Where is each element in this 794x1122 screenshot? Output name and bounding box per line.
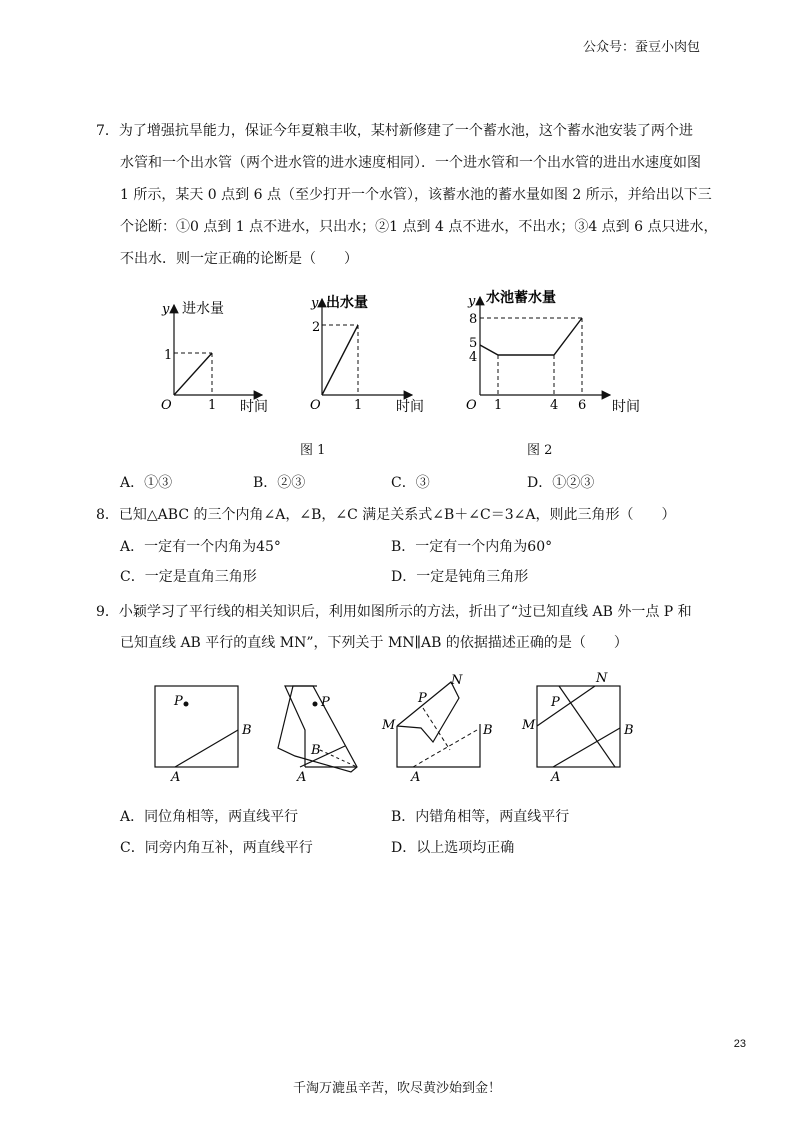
graph2-y-tick: 2 bbox=[312, 320, 321, 335]
fig3-square bbox=[397, 724, 480, 767]
fig2-label-p: P bbox=[321, 695, 330, 710]
fig3-label-n: N bbox=[451, 673, 463, 688]
q7-option-a: A．①③ bbox=[120, 475, 173, 491]
graph3-y-tick-4: 4 bbox=[469, 350, 478, 365]
q7-line-5: 不出水．则一定正确的论断是（ ） bbox=[120, 251, 358, 267]
graph2-line bbox=[322, 325, 358, 395]
graph-outflow bbox=[310, 294, 424, 415]
fig1-label-p: P bbox=[174, 694, 183, 709]
fig4-label-n: N bbox=[596, 671, 608, 686]
fig2-label-b: B bbox=[311, 743, 321, 758]
graph1-line bbox=[174, 353, 212, 395]
q7-option-b: B．②③ bbox=[253, 475, 306, 491]
fig3-line-ab bbox=[413, 730, 477, 767]
q8-option-a: A．一定有一个内角为45° bbox=[120, 539, 281, 555]
fig4-crease bbox=[559, 686, 615, 767]
graph1-y-tick: 1 bbox=[164, 348, 173, 363]
graph3-x-label: 时间 bbox=[612, 399, 640, 415]
graph3-title: 水池蓄水量 bbox=[486, 290, 556, 306]
q7-option-c: C．③ bbox=[391, 475, 430, 491]
graph2-x-label: 时间 bbox=[396, 399, 424, 415]
header-account: 公众号：蚕豆小肉包 bbox=[582, 40, 700, 55]
fig1-label-a: A bbox=[171, 770, 181, 785]
q8-option-d: D．一定是钝角三角形 bbox=[391, 569, 529, 585]
q7-line-2: 水管和一个出水管（两个进水管的进水速度相同）．一个进水管和一个出水管的进出水速度如图 bbox=[120, 155, 701, 171]
q7-option-d: D．①②③ bbox=[527, 475, 595, 491]
graph-storage bbox=[466, 289, 640, 415]
graph2-title: 出水量 bbox=[326, 295, 368, 311]
q9-fold-figures bbox=[145, 668, 645, 788]
fig1-caption: 图 1 bbox=[300, 443, 326, 458]
q7-line-1: 7．为了增强抗旱能力，保证今年夏粮丰收，某村新修建了一个蓄水池，这个蓄水池安装了两个进 bbox=[96, 123, 693, 139]
graph3-x-tick-6: 6 bbox=[578, 398, 587, 413]
fig3-label-a: A bbox=[411, 770, 421, 785]
fold-figure-4 bbox=[521, 671, 634, 785]
fig4-label-p: P bbox=[551, 695, 560, 710]
fig4-label-a: A bbox=[551, 770, 561, 785]
graph1-y-label: y bbox=[162, 302, 170, 317]
q9-option-b: B．内错角相等，两直线平行 bbox=[391, 809, 570, 825]
fig2-caption: 图 2 bbox=[527, 443, 553, 458]
footer-motto: 千淘万漉虽辛苦，吹尽黄沙始到金！ bbox=[292, 1081, 501, 1096]
fig2-label-a: A bbox=[297, 770, 307, 785]
graph3-x-tick-1: 1 bbox=[494, 398, 503, 413]
fig1-line-ab bbox=[175, 730, 238, 767]
fold-figure-3 bbox=[381, 673, 493, 785]
q9-option-d: D．以上选项均正确 bbox=[391, 840, 515, 856]
graph2-x-tick: 1 bbox=[354, 398, 363, 413]
graph1-x-label: 时间 bbox=[240, 399, 268, 415]
fig4-label-b: B bbox=[624, 723, 634, 738]
fig3-label-b: B bbox=[483, 723, 493, 738]
graph2-origin: O bbox=[310, 398, 321, 413]
fig1-label-b: B bbox=[242, 723, 252, 738]
q9-line-1: 9．小颖学习了平行线的相关知识后，利用如图所示的方法，折出了“过已知直线 AB 外一点 P 和 bbox=[96, 604, 692, 620]
graph3-x-tick-4: 4 bbox=[550, 398, 559, 413]
graph3-y-tick-5: 5 bbox=[469, 336, 478, 351]
fold-figure-2 bbox=[278, 686, 357, 785]
fold-figure-1 bbox=[155, 686, 252, 785]
fig3-fold bbox=[397, 682, 459, 742]
q9-option-a: A．同位角相等，两直线平行 bbox=[120, 809, 299, 825]
q9-option-c: C．同旁内角互补，两直线平行 bbox=[120, 840, 313, 856]
fig4-label-m: M bbox=[522, 718, 536, 733]
graph-inflow bbox=[161, 300, 268, 415]
page-number: 23 bbox=[733, 1038, 746, 1050]
fig2-point-p bbox=[313, 702, 318, 707]
fig1-point-p bbox=[184, 702, 189, 707]
graph2-y-label: y bbox=[311, 296, 319, 311]
graph1-title: 进水量 bbox=[182, 301, 224, 317]
q7-line-3: 1 所示，某天 0 点到 6 点（至少打开一个水管），该蓄水池的蓄水量如图 2 所示，并给出以下三 bbox=[120, 187, 712, 203]
graph1-x-tick: 1 bbox=[208, 398, 217, 413]
q9-line-2: 已知直线 AB 平行的直线 MN”，下列关于 MN∥AB 的依据描述正确的是（ ） bbox=[120, 635, 628, 651]
graph3-origin: O bbox=[466, 398, 477, 413]
graph3-line bbox=[480, 318, 582, 355]
q8-option-c: C．一定是直角三角形 bbox=[120, 569, 257, 585]
q7-graphs bbox=[150, 285, 660, 420]
fig4-line-mn bbox=[537, 686, 595, 726]
graph3-y-tick-8: 8 bbox=[469, 312, 478, 327]
q8-option-b: B．一定有一个内角为60° bbox=[391, 539, 553, 555]
fig3-crease bbox=[423, 708, 450, 750]
fig4-line-ab bbox=[553, 728, 620, 767]
q7-line-4: 个论断：①0 点到 1 点不进水，只出水；②1 点到 4 点不进水，不出水；③4 点到 6 点只进水， bbox=[120, 219, 718, 235]
q8-stem: 8．已知△ABC 的三个内角∠A，∠B，∠C 满足关系式∠B＋∠C＝3∠A，则此三角形（ ） bbox=[96, 507, 676, 523]
graph3-y-label: y bbox=[468, 294, 476, 309]
fig4-square bbox=[537, 686, 620, 767]
fig3-label-p: P bbox=[418, 691, 427, 706]
fig3-label-m: M bbox=[382, 718, 396, 733]
graph1-origin: O bbox=[161, 398, 172, 413]
